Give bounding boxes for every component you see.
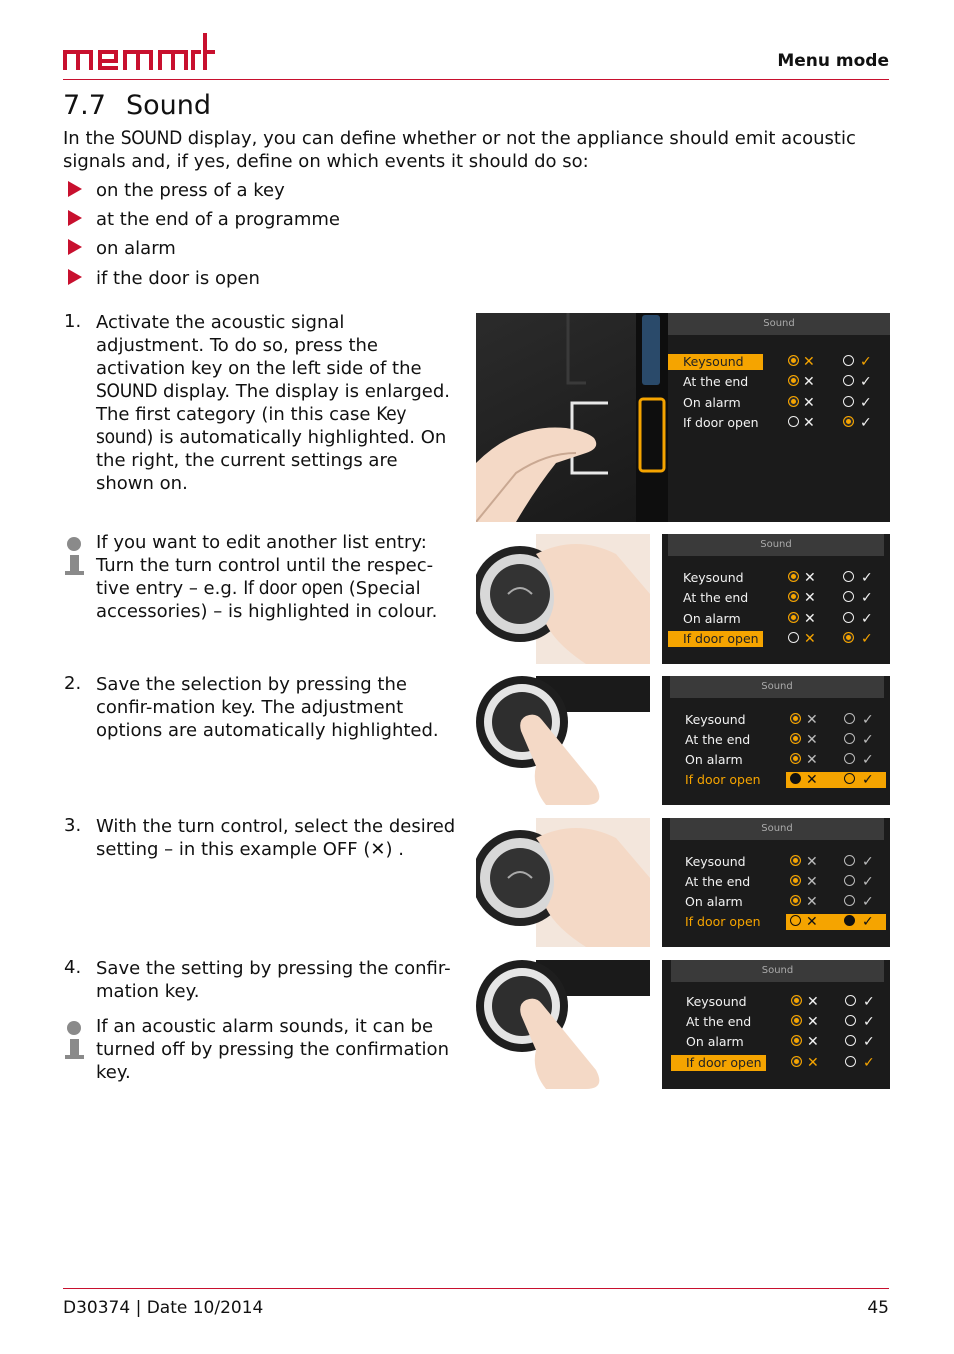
list-item-label: At the end bbox=[683, 374, 749, 389]
on-icon: ✓ bbox=[861, 611, 873, 627]
press-knob-illustration bbox=[476, 676, 650, 805]
off-icon: ✕ bbox=[803, 354, 815, 370]
step-2-text: Save the selection by pressing the confir-mation key. The adjustment options are automatically highlighted. bbox=[96, 674, 439, 741]
on-icon: ✓ bbox=[862, 732, 874, 748]
step-number: 3. bbox=[64, 815, 82, 836]
figure-turn-control-1 bbox=[476, 534, 650, 664]
radio-on-icon bbox=[844, 713, 855, 724]
list-item-alarm[interactable] bbox=[670, 752, 884, 768]
radio-on-icon bbox=[844, 915, 855, 926]
step-number: 4. bbox=[64, 957, 82, 978]
on-icon: ✓ bbox=[862, 894, 874, 910]
off-icon: ✕ bbox=[807, 1034, 819, 1050]
list-item-label: If door open bbox=[685, 772, 761, 787]
off-icon: ✕ bbox=[804, 611, 816, 627]
section-title: Sound bbox=[125, 90, 211, 121]
list-item-label: At the end bbox=[685, 874, 751, 889]
page-number: 45 bbox=[867, 1298, 889, 1318]
radio-on-icon bbox=[845, 1035, 856, 1046]
on-icon: ✓ bbox=[863, 1034, 875, 1050]
turn-knob-illustration bbox=[476, 534, 650, 664]
step-text-part: Activate the acoustic signal adjustment. To do so, press the activation key on the left side of the bbox=[96, 312, 422, 379]
on-icon: ✓ bbox=[862, 874, 874, 890]
section-heading bbox=[63, 90, 211, 121]
step-text-part: display. The display is enlarged. The first category (in this case bbox=[96, 381, 450, 425]
radio-on-selected-icon bbox=[843, 416, 854, 427]
screen-title: Sound bbox=[671, 960, 884, 982]
on-icon: ✓ bbox=[860, 374, 872, 390]
bullet-text: on alarm bbox=[96, 238, 176, 259]
sound-screen bbox=[662, 534, 890, 664]
press-knob-illustration bbox=[476, 960, 650, 1089]
list-item-label: If door open bbox=[668, 631, 763, 647]
radio-off-selected-icon bbox=[788, 612, 799, 623]
item-name: If door open bbox=[243, 577, 343, 599]
list-item-label: On alarm bbox=[686, 1034, 744, 1049]
list-item-end[interactable] bbox=[671, 1014, 884, 1030]
radio-off-selected-icon bbox=[790, 895, 801, 906]
off-icon: ✕ bbox=[806, 732, 818, 748]
list-item-label: Keysound bbox=[668, 354, 763, 370]
radio-on-icon bbox=[844, 895, 855, 906]
radio-on-icon bbox=[843, 396, 854, 407]
intro-paragraph bbox=[63, 127, 863, 173]
on-icon: ✓ bbox=[863, 1014, 875, 1030]
list-item-label: If door open bbox=[685, 914, 761, 929]
list-item-label: On alarm bbox=[685, 752, 743, 767]
list-item-door[interactable] bbox=[670, 914, 884, 930]
on-icon: ✓ bbox=[862, 772, 874, 788]
list-item-alarm[interactable] bbox=[671, 1034, 884, 1050]
list-item-label: On alarm bbox=[683, 611, 741, 626]
radio-on-icon bbox=[843, 375, 854, 386]
on-icon: ✓ bbox=[862, 914, 874, 930]
list-item-label: At the end bbox=[683, 590, 749, 605]
intro-text-b: display, you can define whether or not the appliance should emit acoustic signals and, if yes, define on which events it should do so: bbox=[63, 128, 856, 172]
list-item-label: On alarm bbox=[683, 395, 741, 410]
bullet-text: if the door is open bbox=[96, 268, 260, 289]
info-icon bbox=[64, 1021, 86, 1059]
on-icon: ✓ bbox=[861, 631, 873, 647]
step-4-text: Save the setting by pressing the confir-mation key. bbox=[96, 958, 451, 1002]
bullet-item bbox=[68, 268, 260, 289]
on-icon: ✓ bbox=[862, 712, 874, 728]
list-item-alarm[interactable] bbox=[668, 611, 884, 627]
info-1-text bbox=[96, 531, 456, 623]
list-item-label: At the end bbox=[686, 1014, 752, 1029]
radio-off-selected-icon bbox=[791, 995, 802, 1006]
info-icon bbox=[64, 537, 86, 575]
radio-off-selected-icon bbox=[790, 875, 801, 886]
screen-title: Sound bbox=[670, 676, 884, 698]
radio-on-icon bbox=[845, 1056, 856, 1067]
figure-press-confirm-2 bbox=[476, 960, 650, 1089]
screen-title: Sound bbox=[670, 818, 884, 840]
list-item-end[interactable] bbox=[670, 874, 884, 890]
bullet-text: at the end of a programme bbox=[96, 209, 340, 230]
screen-title: Sound bbox=[668, 313, 890, 335]
display-name: SOUND bbox=[96, 380, 158, 402]
on-icon: ✓ bbox=[860, 415, 872, 431]
radio-on-icon bbox=[845, 995, 856, 1006]
list-item-label: Keysound bbox=[685, 712, 746, 727]
radio-off-icon bbox=[788, 632, 799, 643]
on-icon: ✓ bbox=[861, 570, 873, 586]
footer-rule bbox=[63, 1288, 889, 1289]
off-icon: ✕ bbox=[803, 374, 815, 390]
off-icon: ✕ bbox=[806, 772, 818, 788]
list-item-label: Keysound bbox=[685, 854, 746, 869]
bullet-item bbox=[68, 180, 285, 201]
radio-off-selected-icon bbox=[791, 1015, 802, 1026]
radio-off-selected-icon bbox=[788, 375, 799, 386]
radio-off-selected-icon bbox=[791, 1035, 802, 1046]
off-icon: ✕ bbox=[806, 854, 818, 870]
radio-off-selected-icon bbox=[788, 591, 799, 602]
list-item-label: If door open bbox=[671, 1055, 766, 1071]
radio-off-icon bbox=[790, 773, 801, 784]
list-item-alarm[interactable] bbox=[668, 395, 890, 411]
radio-off-selected-icon bbox=[790, 713, 801, 724]
figure-press-confirm-1 bbox=[476, 676, 650, 805]
radio-on-icon bbox=[844, 773, 855, 784]
triangle-bullet-icon bbox=[68, 239, 82, 255]
off-icon: ✕ bbox=[806, 752, 818, 768]
list-item-keysound[interactable] bbox=[670, 854, 884, 870]
radio-on-icon bbox=[845, 1015, 856, 1026]
bullet-item bbox=[68, 209, 340, 230]
off-icon: ✕ bbox=[803, 415, 815, 431]
radio-off-selected-icon bbox=[790, 733, 801, 744]
bullet-item bbox=[68, 238, 176, 259]
list-item-end[interactable] bbox=[668, 374, 890, 390]
radio-off-selected-icon bbox=[791, 1056, 802, 1067]
bullet-text: on the press of a key bbox=[96, 180, 285, 201]
list-item-label: At the end bbox=[685, 732, 751, 747]
info-text-part: (Special accessories) – is highlighted in colour. bbox=[96, 578, 438, 622]
off-icon: ✕ bbox=[806, 914, 818, 930]
radio-off-selected-icon bbox=[788, 571, 799, 582]
on-icon: ✓ bbox=[863, 1055, 875, 1071]
list-item-keysound[interactable] bbox=[671, 994, 884, 1010]
list-item-door[interactable] bbox=[668, 631, 884, 647]
off-icon: ✕ bbox=[804, 590, 816, 606]
radio-on-icon bbox=[843, 355, 854, 366]
off-icon: ✕ bbox=[806, 894, 818, 910]
off-icon: ✕ bbox=[806, 874, 818, 890]
intro-text-a: In the bbox=[63, 128, 121, 149]
off-icon: ✕ bbox=[370, 839, 386, 860]
list-item-door[interactable] bbox=[671, 1055, 884, 1071]
off-icon: ✕ bbox=[807, 1014, 819, 1030]
list-item-keysound[interactable] bbox=[668, 570, 884, 586]
list-item-label: Keysound bbox=[683, 570, 744, 585]
radio-on-icon bbox=[843, 591, 854, 602]
on-icon: ✓ bbox=[860, 354, 872, 370]
memmert-logo bbox=[63, 30, 215, 76]
on-icon: ✓ bbox=[862, 752, 874, 768]
on-icon: ✓ bbox=[863, 994, 875, 1010]
info-text-part: If you want to edit another list entry: Turn the turn control until the respec-tive entry – e.g. bbox=[96, 532, 434, 599]
off-icon: ✕ bbox=[804, 631, 816, 647]
intro-display-name: SOUND bbox=[120, 127, 182, 149]
radio-on-icon bbox=[844, 855, 855, 866]
list-item-end[interactable] bbox=[668, 590, 884, 606]
step-text-part: ) . bbox=[385, 839, 404, 860]
footer-doc-info: D30374 | Date 10/2014 bbox=[63, 1298, 264, 1318]
radio-off-icon bbox=[788, 416, 799, 427]
step-text-part: With the turn control, select the desired setting – in this example OFF ( bbox=[96, 816, 456, 860]
sound-screen bbox=[662, 818, 890, 947]
list-item-label: If door open bbox=[683, 415, 759, 430]
off-icon: ✕ bbox=[806, 712, 818, 728]
off-icon: ✕ bbox=[803, 395, 815, 411]
off-icon: ✕ bbox=[807, 1055, 819, 1071]
sound-screen bbox=[662, 676, 890, 805]
radio-off-selected-icon bbox=[788, 355, 799, 366]
triangle-bullet-icon bbox=[68, 181, 82, 197]
on-icon: ✓ bbox=[861, 590, 873, 606]
screen-title: Sound bbox=[668, 534, 884, 556]
step-number: 1. bbox=[64, 311, 82, 332]
list-item-label: Keysound bbox=[686, 994, 747, 1009]
section-number: 7.7 bbox=[63, 90, 106, 121]
radio-off-icon bbox=[790, 915, 801, 926]
on-icon: ✓ bbox=[862, 854, 874, 870]
list-item-end[interactable] bbox=[670, 732, 884, 748]
figure-activation bbox=[476, 313, 890, 522]
list-item-keysound[interactable] bbox=[670, 712, 884, 728]
radio-off-selected-icon bbox=[790, 855, 801, 866]
header-rule bbox=[63, 79, 889, 80]
radio-on-icon bbox=[844, 875, 855, 886]
radio-on-icon bbox=[843, 612, 854, 623]
figure-turn-control-2 bbox=[476, 818, 650, 947]
triangle-bullet-icon bbox=[68, 269, 82, 285]
radio-on-selected-icon bbox=[843, 632, 854, 643]
radio-on-icon bbox=[844, 753, 855, 764]
triangle-bullet-icon bbox=[68, 210, 82, 226]
radio-on-icon bbox=[843, 571, 854, 582]
info-2-text: If an acoustic alarm sounds, it can be turned off by pressing the confirmation key. bbox=[96, 1016, 449, 1083]
list-item-keysound[interactable] bbox=[668, 354, 890, 370]
step-1-text bbox=[96, 311, 456, 495]
step-number: 2. bbox=[64, 673, 82, 694]
sound-screen bbox=[668, 313, 890, 522]
list-item-door[interactable] bbox=[670, 772, 884, 788]
radio-off-selected-icon bbox=[788, 396, 799, 407]
sound-screen bbox=[662, 960, 890, 1089]
on-icon: ✓ bbox=[860, 395, 872, 411]
list-item-door[interactable] bbox=[668, 415, 890, 431]
list-item-alarm[interactable] bbox=[670, 894, 884, 910]
item-name: Key sound bbox=[96, 403, 407, 448]
turn-knob-illustration bbox=[476, 818, 650, 947]
list-item-label: On alarm bbox=[685, 894, 743, 909]
off-icon: ✕ bbox=[804, 570, 816, 586]
radio-off-selected-icon bbox=[790, 753, 801, 764]
step-3-text bbox=[96, 815, 456, 861]
header-title: Menu mode bbox=[777, 51, 889, 71]
off-icon: ✕ bbox=[807, 994, 819, 1010]
radio-on-icon bbox=[844, 733, 855, 744]
step-text-part: ) is automatically highlighted. On the right, the current settings are shown on. bbox=[96, 427, 447, 494]
